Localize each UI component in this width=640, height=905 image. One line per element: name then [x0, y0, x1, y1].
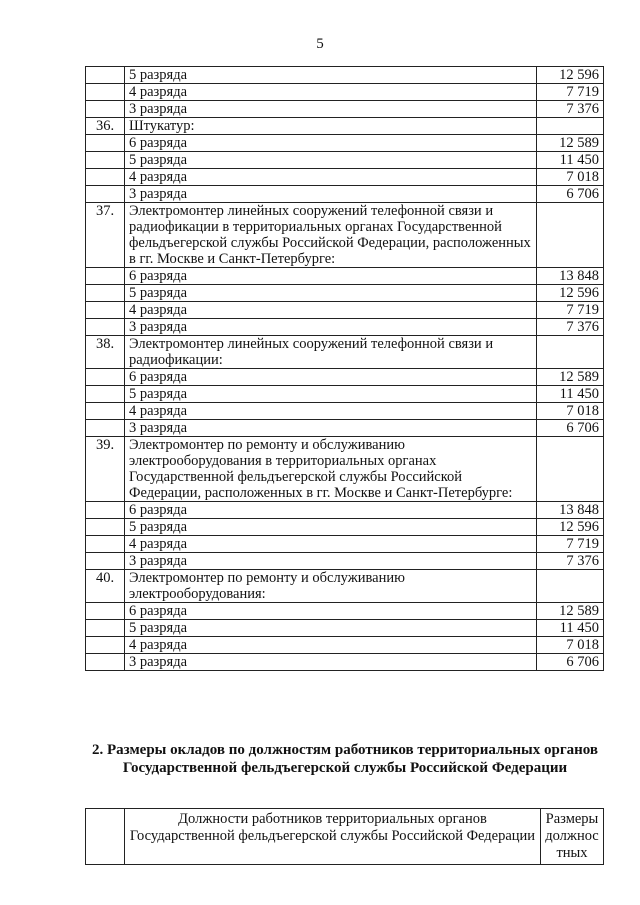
salary-value-cell: 7 376 [537, 319, 604, 336]
table-row [86, 620, 604, 637]
position-name-cell: 5 разряда [125, 152, 537, 169]
position-name-cell: 4 разряда [125, 536, 537, 553]
position-name-cell: 3 разряда [125, 654, 537, 671]
row-number-cell [86, 67, 125, 84]
table-row [86, 654, 604, 671]
table-row [86, 553, 604, 570]
header-sizes-cell [541, 809, 604, 865]
table-row [86, 319, 604, 336]
row-number-cell [86, 302, 125, 319]
row-number-cell [86, 101, 125, 118]
position-name-cell: Электромонтер линейных сооружений телефонной связи и радиофикации в территориальных органах Государственной фельдъегерской службы Российской Федерации, расположенных в гг. Москве и Санкт-Петербурге: [125, 203, 537, 268]
row-number-cell [86, 637, 125, 654]
table-row [86, 203, 604, 268]
salary-value-cell: 7 376 [537, 101, 604, 118]
position-name-cell: 5 разряда [125, 285, 537, 302]
position-name-cell: 4 разряда [125, 403, 537, 420]
table-row [86, 386, 604, 403]
row-number-cell [86, 135, 125, 152]
header-row [86, 809, 604, 865]
salary-value-cell: 12 596 [537, 67, 604, 84]
row-number-cell [86, 403, 125, 420]
table-row [86, 637, 604, 654]
salary-value-cell: 7 018 [537, 403, 604, 420]
salary-value-cell: 7 376 [537, 553, 604, 570]
table-row [86, 169, 604, 186]
header-sizes-line2: должнос [545, 828, 599, 844]
salary-table [85, 66, 604, 671]
position-name-cell: 3 разряда [125, 553, 537, 570]
position-name-cell: Электромонтер линейных сооружений телефонной связи и радиофикации: [125, 336, 537, 369]
table-row [86, 84, 604, 101]
row-number-cell: 37. [86, 203, 125, 268]
row-number-cell [86, 654, 125, 671]
table-row [86, 152, 604, 169]
salary-value-cell: 11 450 [537, 152, 604, 169]
table-row [86, 502, 604, 519]
position-name-cell: 4 разряда [125, 302, 537, 319]
position-name-cell: 6 разряда [125, 268, 537, 285]
row-number-cell [86, 386, 125, 403]
header-positions-cell: Должности работников территориальных органов Государственной фельдъегерской службы Российской Федерации [125, 809, 541, 865]
row-number-cell [86, 152, 125, 169]
table-row [86, 519, 604, 536]
position-name-cell: Электромонтер по ремонту и обслуживанию электрооборудования: [125, 570, 537, 603]
salary-value-cell [537, 118, 604, 135]
salary-value-cell: 7 719 [537, 536, 604, 553]
table-row [86, 603, 604, 620]
position-name-cell: 6 разряда [125, 369, 537, 386]
row-number-cell [86, 169, 125, 186]
position-name-cell: 6 разряда [125, 502, 537, 519]
row-number-cell: 38. [86, 336, 125, 369]
salary-value-cell: 12 589 [537, 369, 604, 386]
table-row [86, 67, 604, 84]
position-name-cell: 6 разряда [125, 603, 537, 620]
row-number-cell: 39. [86, 437, 125, 502]
table-row [86, 302, 604, 319]
salary-value-cell: 12 589 [537, 603, 604, 620]
position-name-cell: 6 разряда [125, 135, 537, 152]
table-row [86, 536, 604, 553]
salary-value-cell [537, 437, 604, 502]
row-number-cell [86, 620, 125, 637]
salary-value-cell: 6 706 [537, 420, 604, 437]
salary-value-cell: 12 589 [537, 135, 604, 152]
salary-value-cell [537, 203, 604, 268]
row-number-cell [86, 420, 125, 437]
row-number-cell: 40. [86, 570, 125, 603]
position-name-cell: 4 разряда [125, 637, 537, 654]
table-row [86, 135, 604, 152]
salary-value-cell: 11 450 [537, 386, 604, 403]
table-row [86, 336, 604, 369]
salary-value-cell: 7 719 [537, 302, 604, 319]
salary-value-cell: 7 719 [537, 84, 604, 101]
salary-value-cell: 12 596 [537, 519, 604, 536]
row-number-cell [86, 186, 125, 203]
salary-table-body [86, 67, 604, 671]
position-name-cell: 3 разряда [125, 420, 537, 437]
position-name-cell: Электромонтер по ремонту и обслуживанию электрооборудования в территориальных органах Государственной фельдъегерской службы Российской Федерации, расположенных в гг. Москве и Санкт-Петербурге: [125, 437, 537, 502]
table-row [86, 285, 604, 302]
position-name-cell: 5 разряда [125, 620, 537, 637]
salary-value-cell: 13 848 [537, 502, 604, 519]
position-name-cell: Штукатур: [125, 118, 537, 135]
salary-value-cell [537, 336, 604, 369]
row-number-cell [86, 369, 125, 386]
salary-value-cell: 7 018 [537, 637, 604, 654]
position-name-cell: 3 разряда [125, 319, 537, 336]
position-name-cell: 5 разряда [125, 67, 537, 84]
row-number-cell [86, 519, 125, 536]
header-sizes-line1: Размеры [545, 811, 599, 827]
row-number-cell [86, 536, 125, 553]
page-number: 5 [316, 36, 324, 52]
header-sizes-line3: тных [556, 845, 588, 861]
table-row [86, 437, 604, 502]
salary-value-cell: 13 848 [537, 268, 604, 285]
position-name-cell: 4 разряда [125, 169, 537, 186]
row-number-cell [86, 502, 125, 519]
position-name-cell: 5 разряда [125, 386, 537, 403]
table-row [86, 268, 604, 285]
row-number-cell: 36. [86, 118, 125, 135]
salary-value-cell: 6 706 [537, 654, 604, 671]
position-name-cell: 5 разряда [125, 519, 537, 536]
section-heading: 2. Размеры окладов по должностям работников территориальных органов Государственной фельдъегерской службы Российской Федерации [91, 742, 599, 776]
table-row [86, 118, 604, 135]
row-number-cell [86, 553, 125, 570]
row-number-cell [86, 268, 125, 285]
position-name-cell: 3 разряда [125, 101, 537, 118]
salary-value-cell [537, 570, 604, 603]
table-row [86, 420, 604, 437]
positions-header-table [85, 808, 604, 865]
header-num-cell [86, 809, 125, 865]
table-row [86, 186, 604, 203]
position-name-cell: 3 разряда [125, 186, 537, 203]
position-name-cell: 4 разряда [125, 84, 537, 101]
salary-value-cell: 11 450 [537, 620, 604, 637]
salary-value-cell: 12 596 [537, 285, 604, 302]
salary-value-cell: 6 706 [537, 186, 604, 203]
table-row [86, 570, 604, 603]
row-number-cell [86, 84, 125, 101]
row-number-cell [86, 603, 125, 620]
table-row [86, 101, 604, 118]
salary-value-cell: 7 018 [537, 169, 604, 186]
table-row [86, 403, 604, 420]
row-number-cell [86, 319, 125, 336]
table-row [86, 369, 604, 386]
row-number-cell [86, 285, 125, 302]
